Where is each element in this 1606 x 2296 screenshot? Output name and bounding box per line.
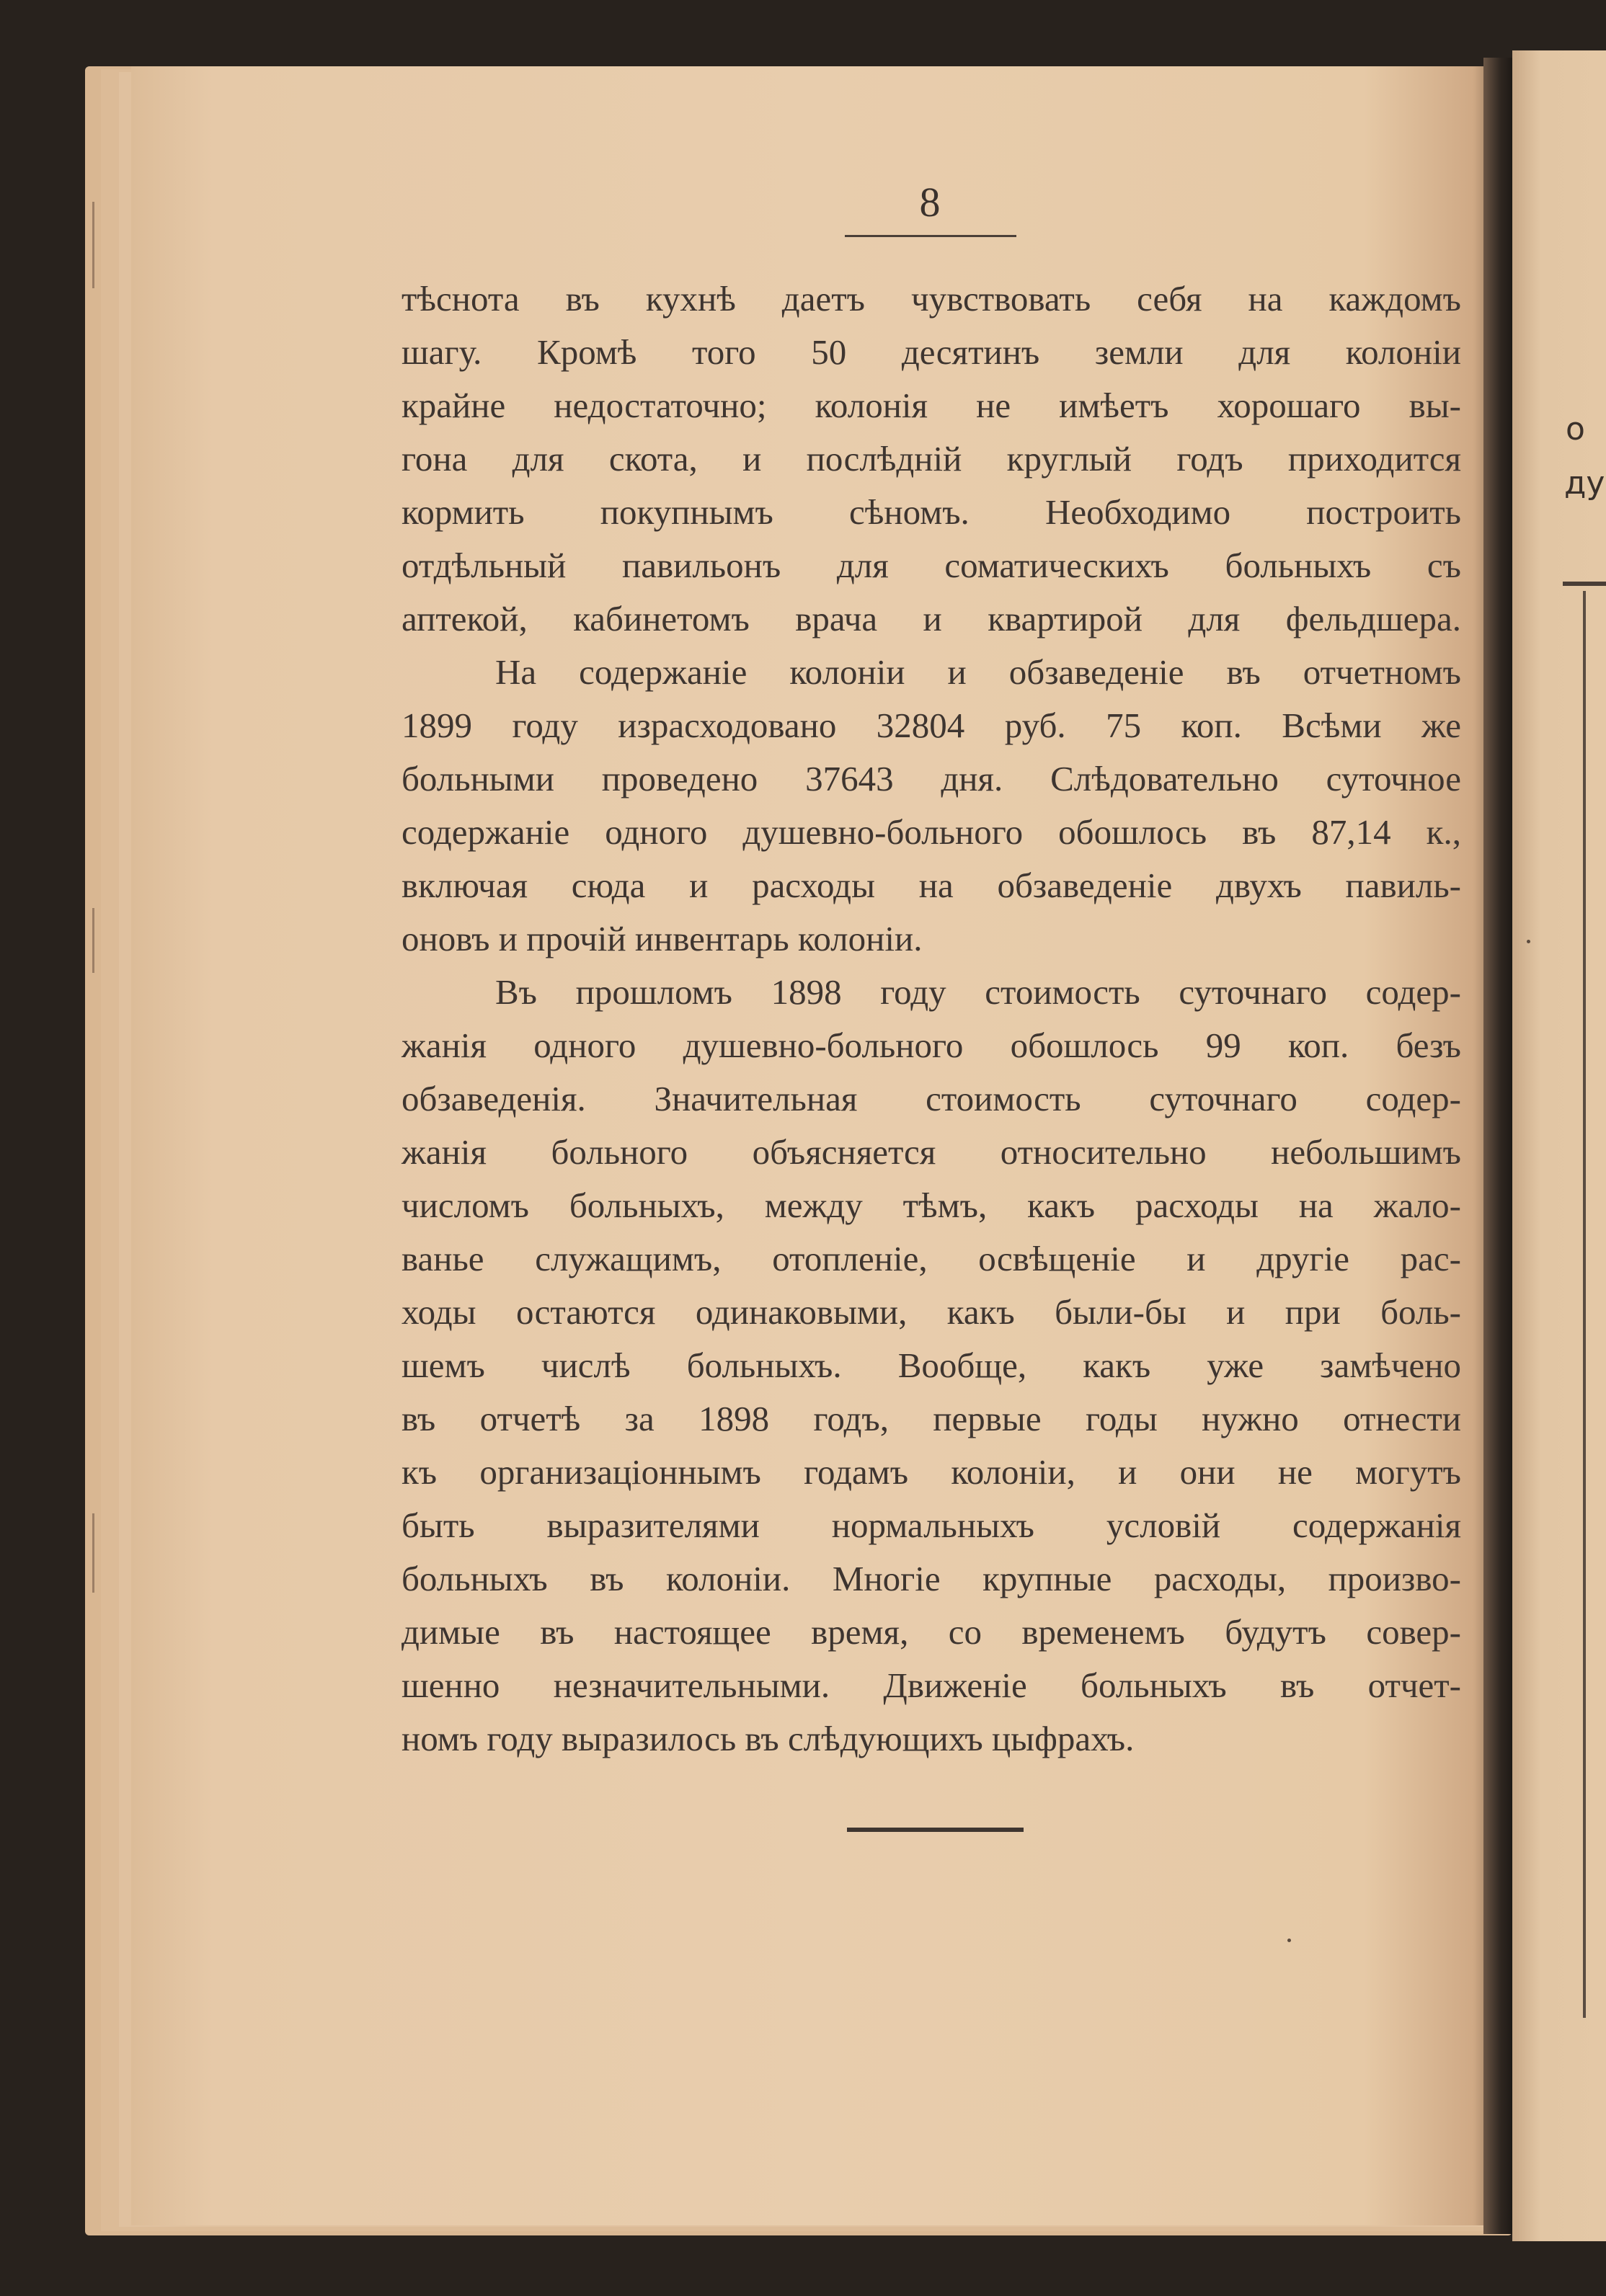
text-line: крайне недостаточно; колонія не имѣетъ хорошаго вы-: [402, 386, 1461, 425]
text-line: кормить покупнымъ сѣномъ. Необходимо построить: [402, 492, 1461, 532]
next-page-fragment: ду: [1564, 465, 1605, 502]
text-line: номъ году выразилось въ слѣдующихъ цыфрахъ.: [402, 1719, 1135, 1758]
text-line: 1899 году израсходовано 32804 руб. 75 коп. Всѣми же: [402, 706, 1461, 745]
binding-mark: [92, 908, 94, 973]
text-line: содержаніе одного душевно-больного обошлось въ 87,14 к.,: [402, 812, 1461, 852]
text-line: тѣснота въ кухнѣ даетъ чувствовать себя на каждомъ: [402, 279, 1461, 319]
text-line: быть выразителями нормальныхъ условій содержанія: [402, 1505, 1461, 1545]
text-line: отдѣльный павильонъ для соматическихъ больныхъ съ: [402, 546, 1461, 585]
next-page-rule: [1563, 582, 1606, 586]
next-page-fragment: о: [1566, 411, 1585, 448]
page-number-rule: [845, 235, 1016, 237]
text-line: въ отчетѣ за 1898 годъ, первые годы нужно отнести: [402, 1399, 1461, 1438]
next-page-edge: [1512, 50, 1606, 2241]
text-line: ходы остаются одинаковыми, какъ были-бы и при боль-: [402, 1292, 1461, 1332]
text-line: къ организаціоннымъ годамъ колоніи, и они не могутъ: [402, 1452, 1461, 1492]
text-line: жанія больного объясняется относительно небольшимъ: [402, 1132, 1461, 1172]
text-line: шемъ числѣ больныхъ. Вообще, какъ уже замѣчено: [402, 1345, 1461, 1385]
text-line: аптекой, кабинетомъ врача и квартирой для фельдшера.: [402, 599, 1461, 638]
text-line: димые въ настоящее время, со временемъ будутъ совер-: [402, 1612, 1461, 1652]
binding-mark: [92, 1513, 94, 1593]
text-line: ванье служащимъ, отопленіе, освѣщеніе и другіе рас-: [402, 1239, 1461, 1278]
page-number: 8: [919, 179, 941, 226]
next-page-rule: [1583, 591, 1586, 2018]
text-line: жанія одного душевно-больного обошлось 99 коп. безъ: [402, 1025, 1461, 1065]
text-line: гона для скота, и послѣдній круглый годъ приходится: [402, 439, 1461, 479]
text-line: оновъ и прочій инвентарь колоніи.: [402, 919, 923, 958]
text-line: больными проведено 37643 дня. Слѣдовательно суточное: [402, 759, 1461, 798]
text-line: включая сюда и расходы на обзаведеніе двухъ павиль-: [402, 866, 1461, 905]
text-line: обзаведенія. Значительная стоимость суточнаго содер-: [402, 1079, 1461, 1118]
text-line: больныхъ въ колоніи. Многіе крупные расходы, произво-: [402, 1559, 1461, 1598]
end-rule: [847, 1828, 1024, 1832]
body-text: [402, 272, 1461, 1766]
binding-mark: [92, 202, 94, 288]
text-line: На содержаніе колоніи и обзаведеніе въ отчетномъ: [495, 652, 1461, 692]
text-line: числомъ больныхъ, между тѣмъ, какъ расходы на жало-: [402, 1185, 1461, 1225]
text-line: Въ прошломъ 1898 году стоимость суточнаго содер-: [495, 972, 1461, 1012]
text-line: шенно незначительными. Движеніе больныхъ въ отчет-: [402, 1665, 1461, 1705]
text-line: шагу. Кромѣ того 50 десятинъ земли для колоніи: [402, 332, 1461, 372]
book-gutter: [1483, 58, 1512, 2234]
